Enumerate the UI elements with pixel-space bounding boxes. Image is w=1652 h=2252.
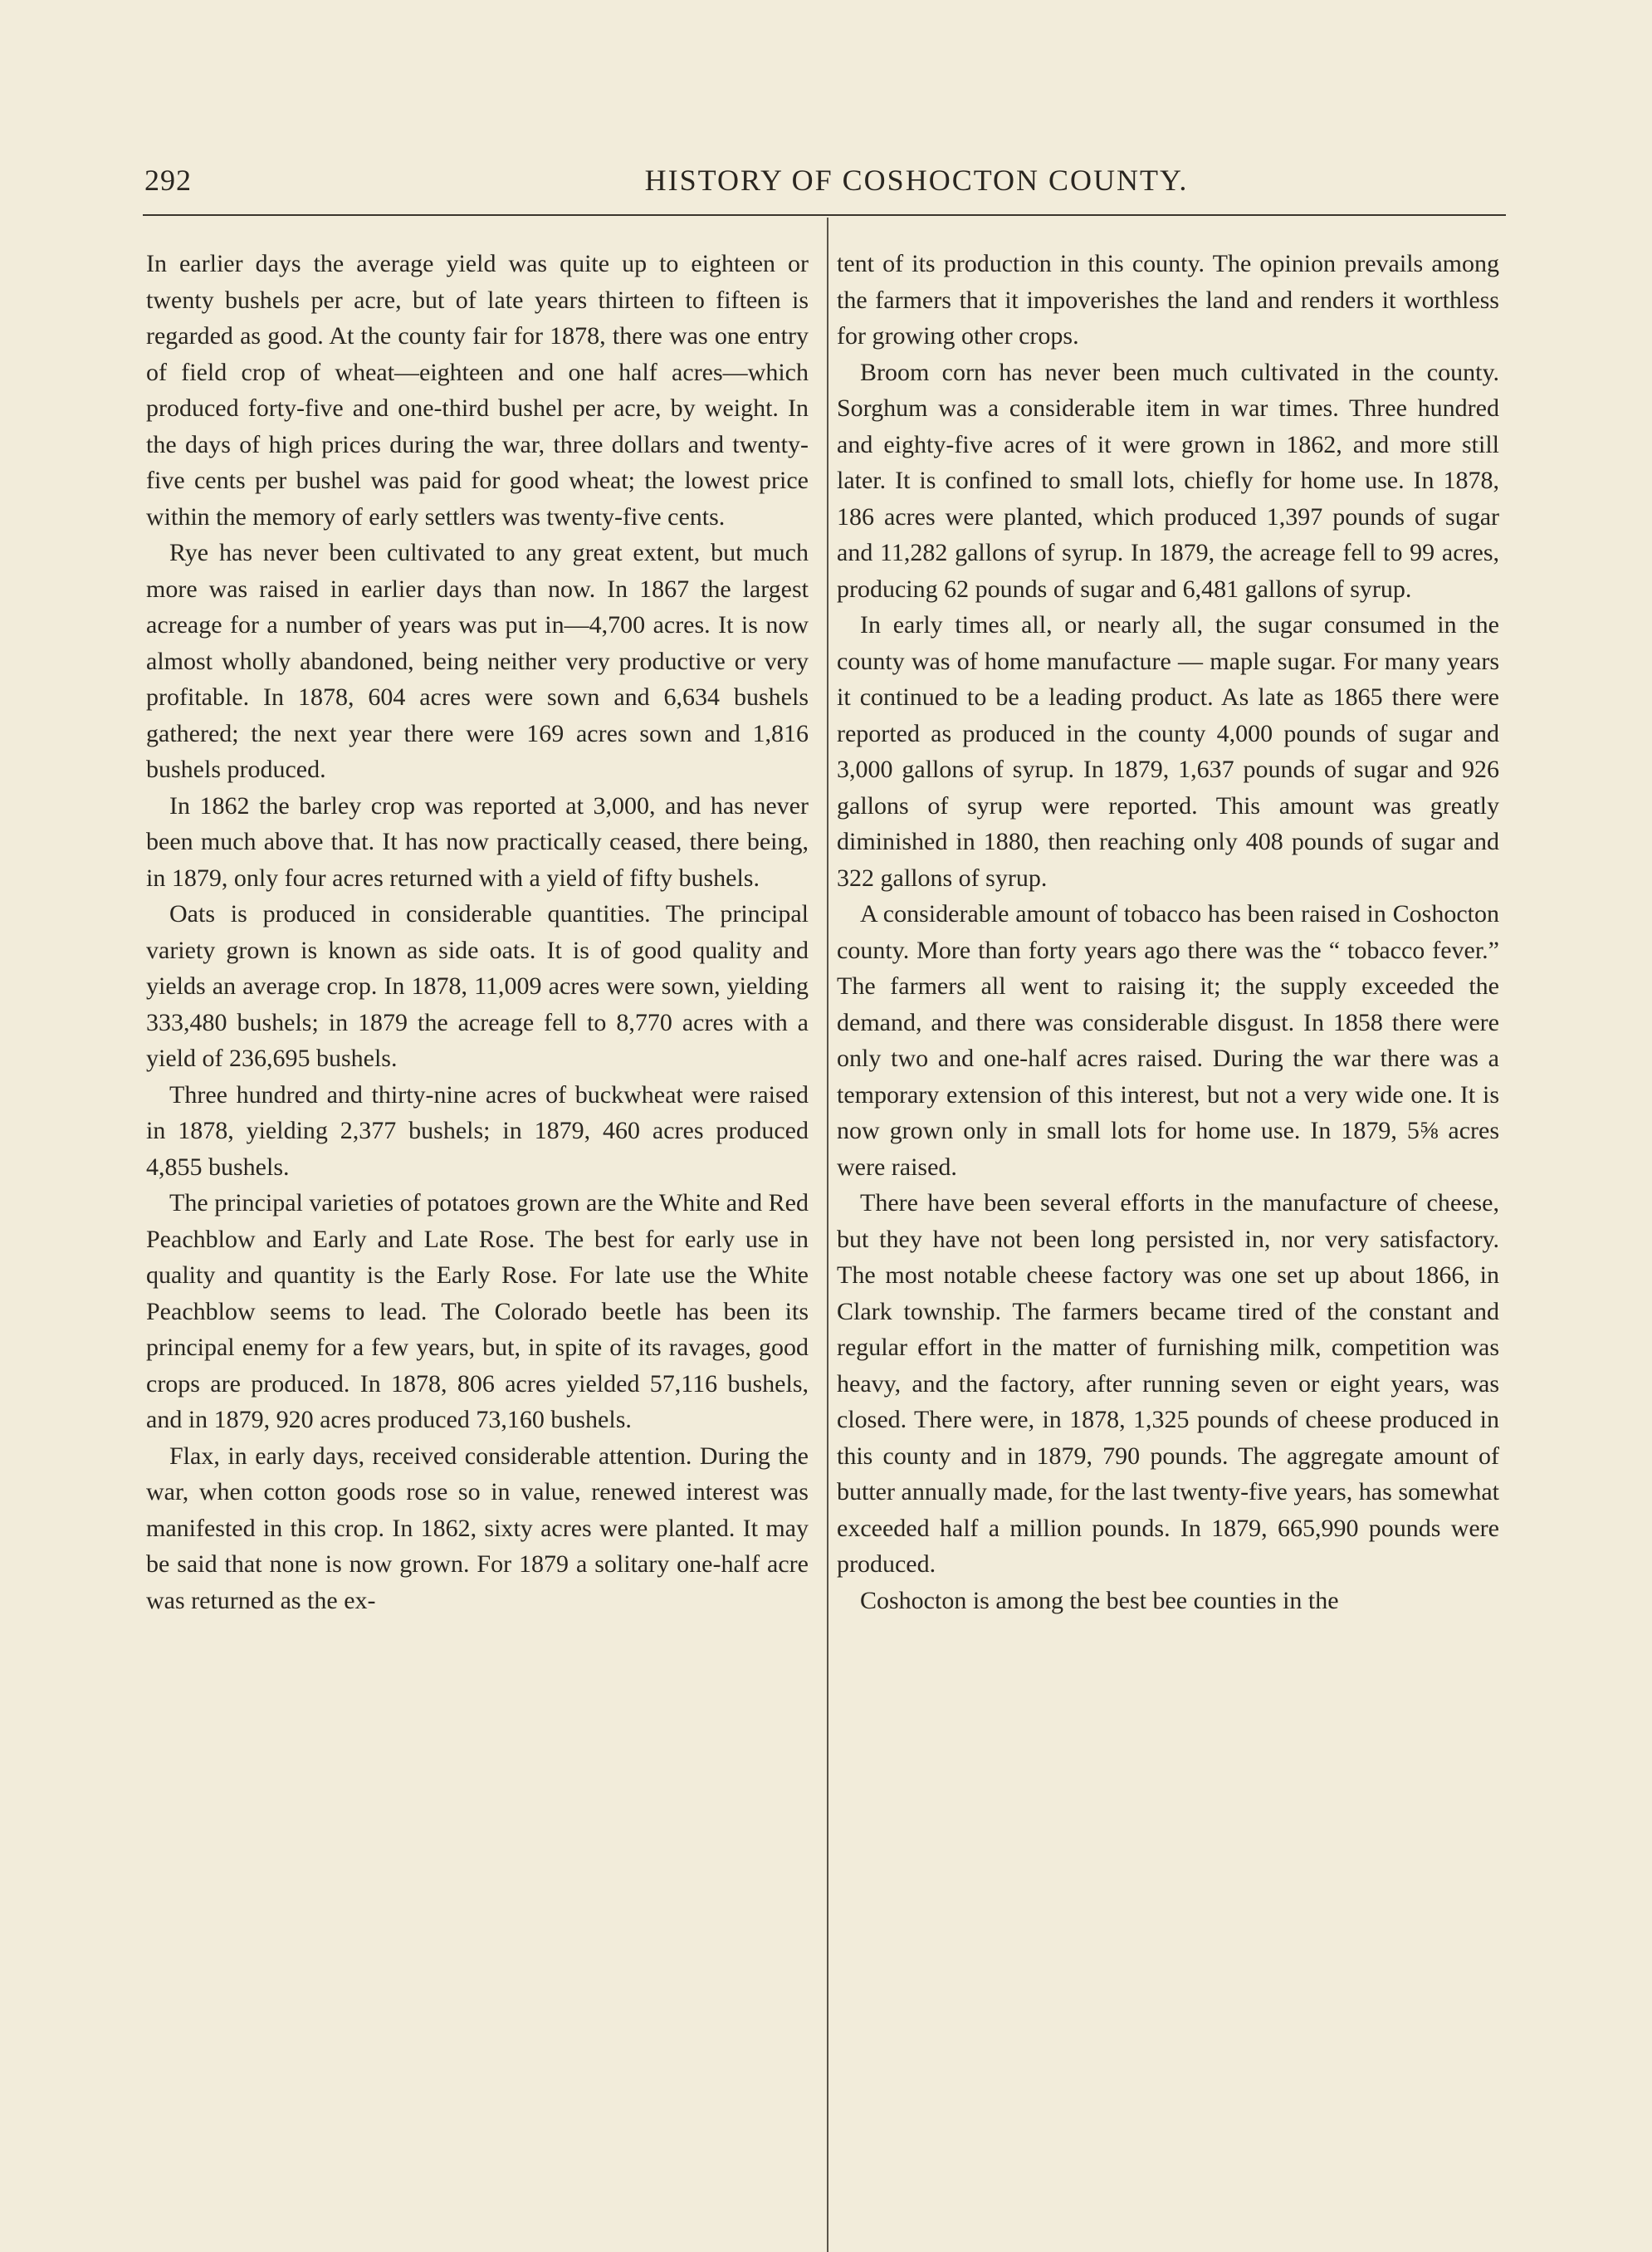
paragraph-maple-sugar: In early times all, or nearly all, the sugar consumed in the county was of home manufacture — maple sugar. For many years it continued to be a leading product. As late as 1865 there were reported as produced in the county 4,000 pounds of sugar and 3,000 gallons of syrup. In 1879, 1,637 pounds of sugar and 926 gallons of syrup were reported. This amount was greatly diminished in 1880, then reaching only 408 pounds of sugar and 322 gallons of syrup. [837,611,1499,892]
paragraph-potatoes: The principal varieties of potatoes grown are the White and Red Peachblow and Early and Late Rose. The best for early use in quality and quantity is the Early Rose. For late use the White Peachblow seems to lead. The Colorado beetle has been its principal enemy for a few years, but, in spite of its ravages, good crops are produced. In 1878, 806 acres yielded 57,116 bushels, and in 1879, 920 acres produced 73,160 bushels. [146,1189,809,1433]
paragraph-buckwheat: Three hundred and thirty-nine acres of buckwheat were raised in 1878, yielding 2,377 bushels; in 1879, 460 acres produced 4,855 bushels. [146,1080,809,1181]
paragraph-bees: Coshocton is among the best bee counties in the [860,1586,1339,1614]
right-column [837,246,1499,1618]
left-column [146,246,809,1618]
page-header [144,163,1506,213]
paragraph-oats: Oats is produced in considerable quantities. The principal variety grown is known as side oats. It is of good quality and yields an average crop. In 1878, 11,009 acres were sown, yielding 333,480 bushels; in 1879 the acreage fell to 8,770 acres with a yield of 236,695 bushels. [146,900,809,1072]
paragraph-wheat-yield: In earlier days the average yield was quite up to eighteen or twenty bushels per acre, but of late years thirteen to fifteen is regarded as good. At the county fair for 1878, there was one entry of field crop of wheat—eighteen and one half acres—which produced forty-five and one-third bushel per acre, by weight. In the days of high prices during the war, three dollars and twenty-five cents per bushel was paid for good wheat; the lowest price within the memory of early settlers was twenty-five cents. [146,250,809,531]
paragraph-barley: In 1862 the barley crop was reported at 3,000, and has never been much above that. It has now practically ceased, there being, in 1879, only four acres returned with a yield of fifty bushels. [146,791,809,892]
paragraph-tobacco: A considerable amount of tobacco has been raised in Coshocton county. More than forty years ago there was the “ tobacco fever.” The farmers all went to raising it; the supply exceeded the demand, and there was considerable disgust. In 1858 there were only two and one-half acres raised. During the war there was a temporary extension of this interest, but not a very wide one. It is now grown only in small lots for home use. In 1879, 5⅝ acres were raised. [837,900,1499,1181]
page-number: 292 [144,164,192,197]
column-divider [827,218,828,2252]
paragraph-sorghum: Broom corn has never been much cultivated in the county. Sorghum was a considerable item in war times. Three hundred and eighty-five acres of it were grown in 1862, and more still later. It is confined to small lots, chiefly for home use. In 1878, 186 acres were planted, which produced 1,397 pounds of sugar and 11,282 gallons of syrup. In 1879, the acreage fell to 99 acres, producing 62 pounds of sugar and 6,481 gallons of syrup. [837,358,1499,603]
paragraph-cheese-butter: There have been several efforts in the manufacture of cheese, but they have not been long persisted in, nor very satisfactory. The most notable cheese factory was one set up about 1866, in Clark township. The farmers became tired of the constant and regular effort in the matter of furnishing milk, competition was heavy, and the factory, after running seven or eight years, was closed. There were, in 1878, 1,325 pounds of cheese produced in this county and in 1879, 790 pounds. The aggregate amount of butter annually made, for the last twenty-five years, has somewhat exceeded half a million pounds. In 1879, 665,990 pounds were produced. [837,1189,1499,1578]
paragraph-rye: Rye has never been cultivated to any great extent, but much more was raised in earlier days than now. In 1867 the largest acreage for a number of years was put in—4,700 acres. It is now almost wholly abandoned, being neither very productive or very profitable. In 1878, 604 acres were sown and 6,634 bushels gathered; the next year there were 169 acres sown and 1,816 bushels produced. [146,539,809,783]
running-title: HISTORY OF COSHOCTON COUNTY. [644,164,1189,197]
paragraph-flax-continued: tent of its production in this county. The opinion prevails among the farmers that it impoverishes the land and renders it worthless for growing other crops. [837,250,1499,350]
header-rule [143,214,1506,216]
paragraph-flax: Flax, in early days, received considerable attention. During the war, when cotton goods rose so in value, renewed interest was manifested in this crop. In 1862, sixty acres were planted. It may be said that none is now grown. For 1879 a solitary one-half acre was returned as the ex- [146,1442,809,1614]
